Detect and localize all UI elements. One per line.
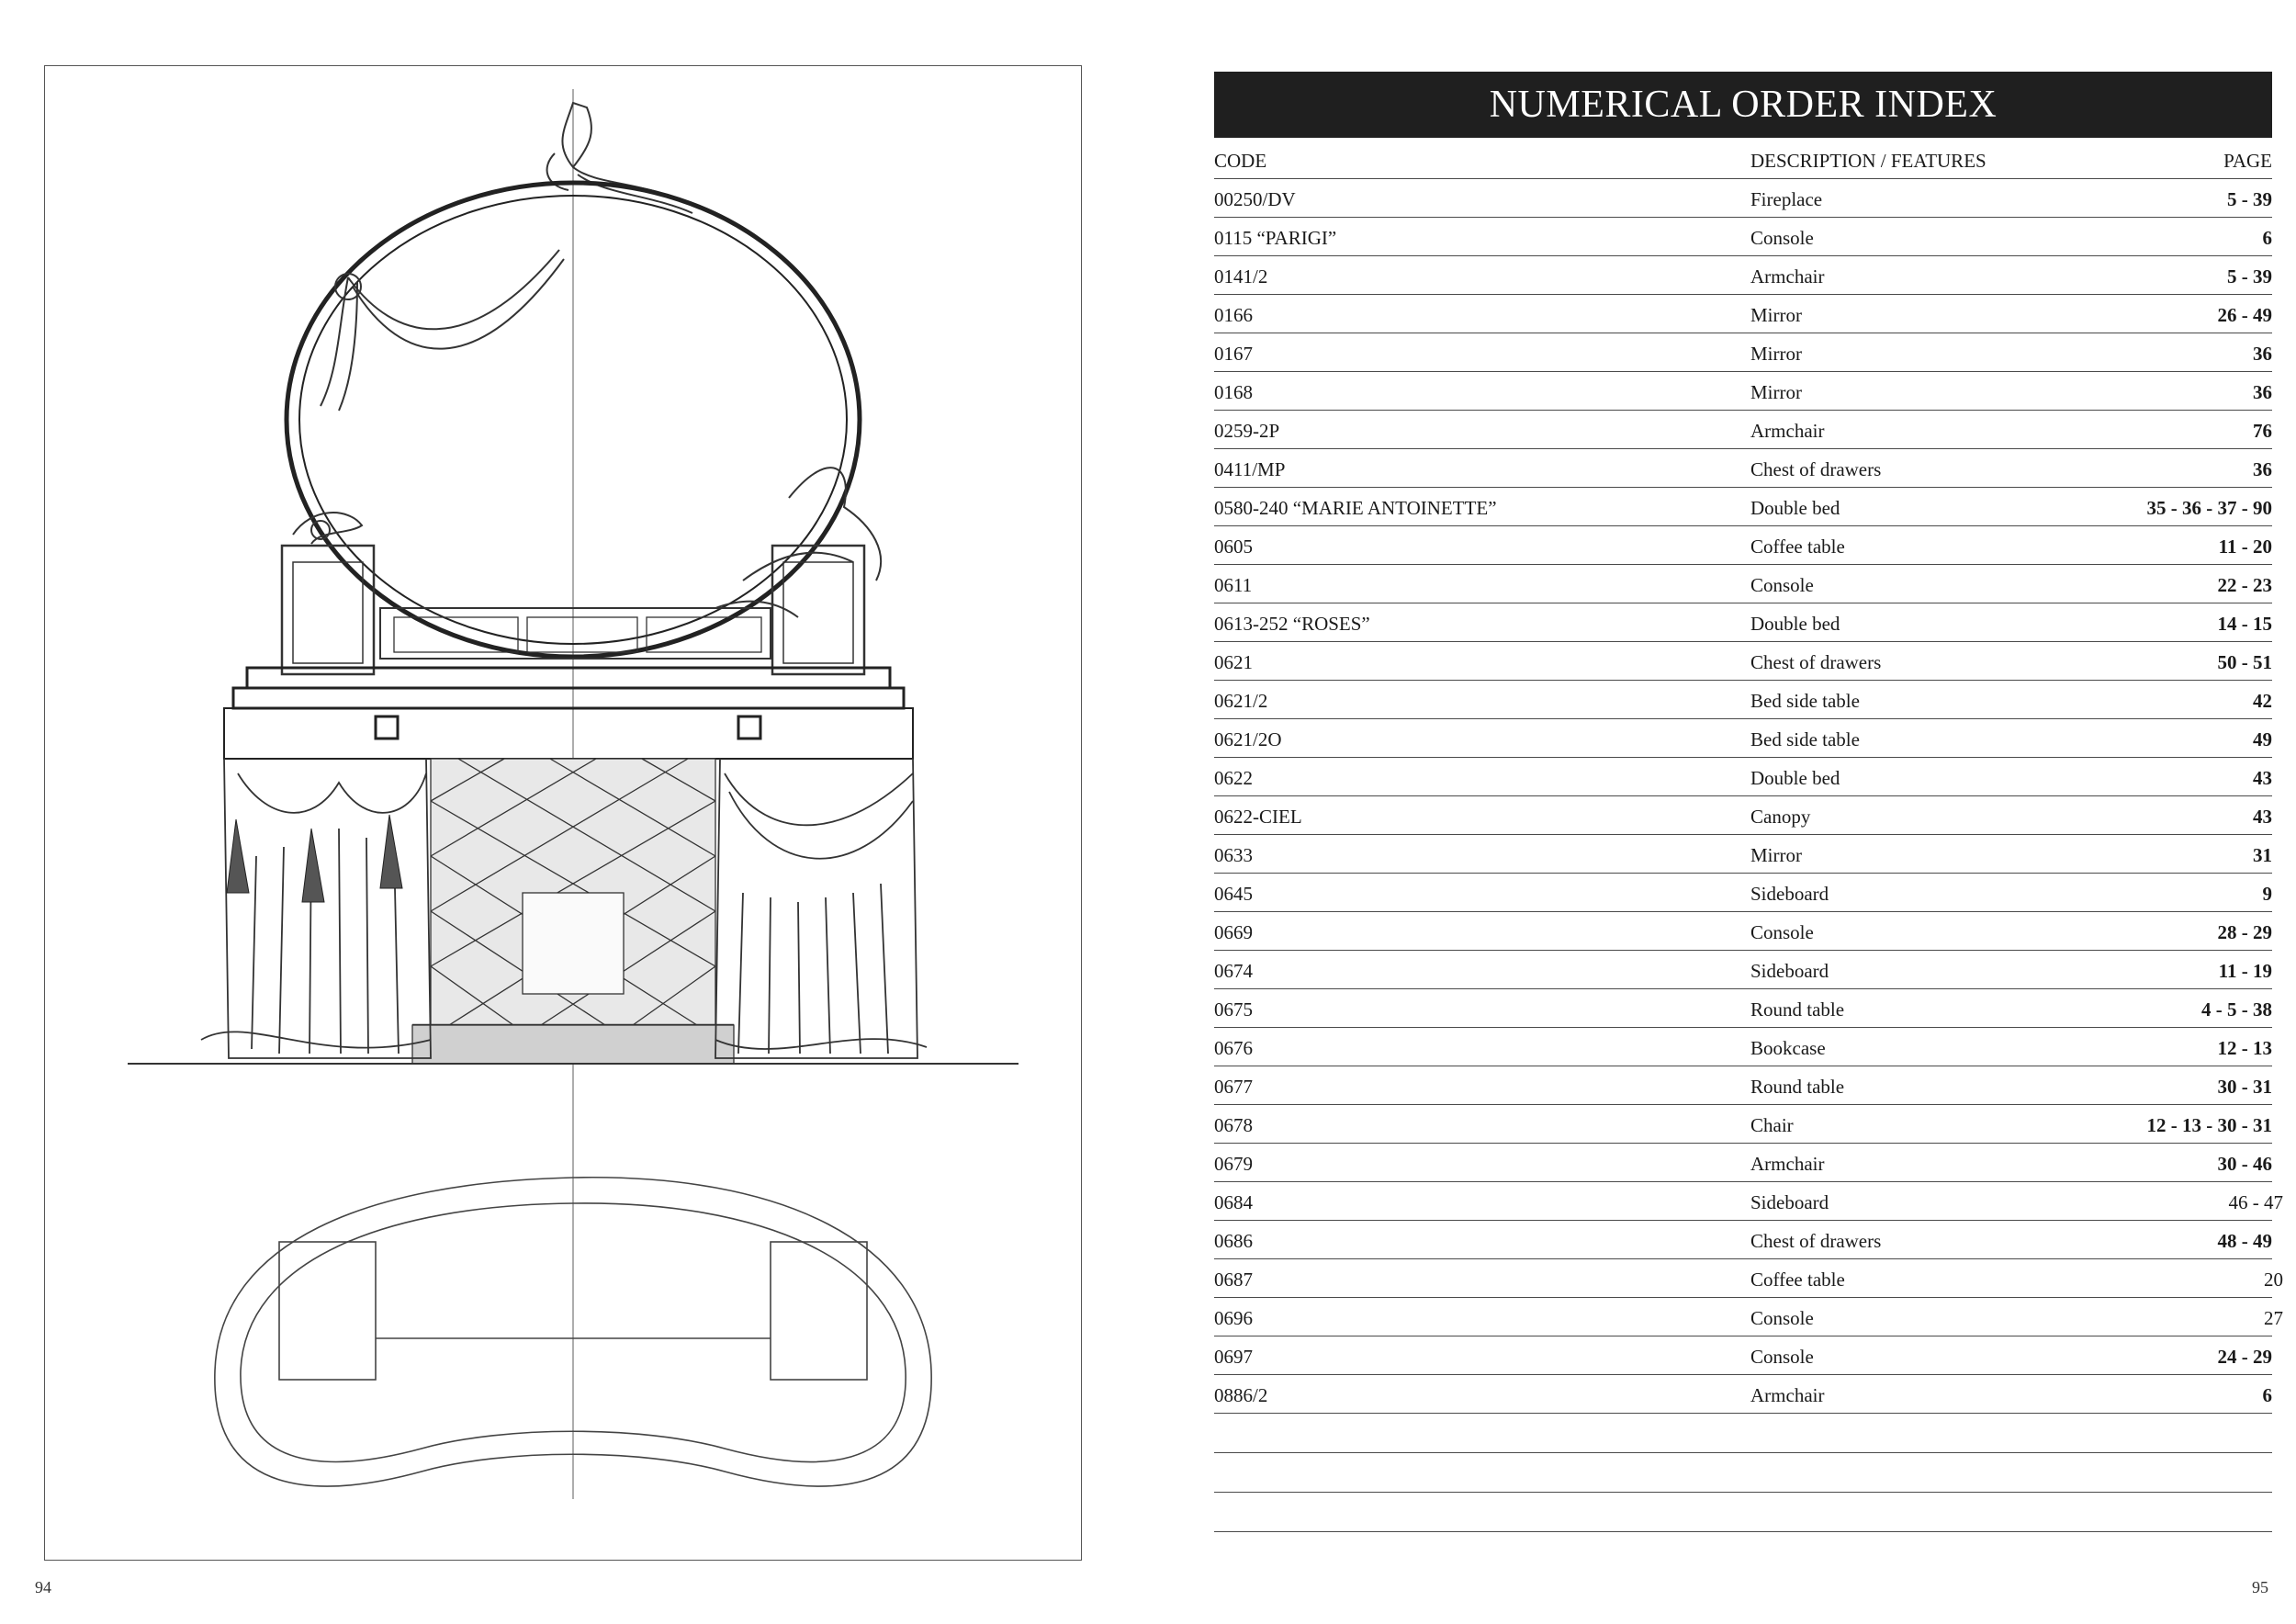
table-top [224,668,913,759]
row-code: 0677 [1214,1076,1253,1098]
row-page: 30 - 46 [2217,1153,2272,1175]
row-page: 27 [2264,1307,2283,1329]
row-page: 48 - 49 [2217,1230,2272,1252]
index-row [1214,1221,2272,1259]
row-page: 42 [2253,690,2272,712]
row-code: 0613-252 “ROSES” [1214,613,1370,635]
index-row [1214,565,2272,603]
index-row [1214,333,2272,372]
row-description: Console [1750,1307,1814,1329]
index-row [1214,642,2272,681]
row-code: 0686 [1214,1230,1253,1252]
row-description: Round table [1750,1076,1845,1098]
row-page: 46 - 47 [2228,1191,2283,1213]
index-row [1214,989,2272,1028]
row-description: Sideboard [1750,883,1829,905]
row-code: 0411/MP [1214,458,1286,480]
row-description: Canopy [1750,806,1811,828]
row-description: Coffee table [1750,536,1845,558]
row-description: Chair [1750,1114,1794,1136]
empty-row [1214,1414,2272,1453]
row-description: Double bed [1750,613,1840,635]
row-description: Bed side table [1750,690,1860,712]
row-code: 0676 [1214,1037,1253,1059]
row-description: Console [1750,227,1814,249]
row-description: Coffee table [1750,1269,1845,1291]
dressing-table-drawing [45,66,1083,1562]
row-description: Mirror [1750,844,1802,866]
row-description: Chest of drawers [1750,458,1882,480]
row-code: 0669 [1214,921,1253,943]
row-page: 26 - 49 [2217,304,2272,326]
index-row [1214,1066,2272,1105]
page-number-right: 95 [2252,1578,2268,1596]
row-code: 0621 [1214,651,1253,673]
index-row [1214,179,2272,218]
index-row [1214,796,2272,835]
row-description: Double bed [1750,767,1840,789]
index-title: NUMERICAL ORDER INDEX [1214,72,2272,138]
tassels [227,815,402,902]
row-code: 0696 [1214,1307,1253,1329]
index-row [1214,449,2272,488]
index-row [1214,681,2272,719]
index-row [1214,1028,2272,1066]
row-description: Console [1750,574,1814,596]
empty-row [1214,1493,2272,1532]
row-page: 35 - 36 - 37 - 90 [2146,497,2272,519]
row-page: 4 - 5 - 38 [2201,998,2272,1021]
row-page: 9 [2262,883,2272,905]
row-code: 0697 [1214,1346,1253,1368]
row-code: 0621/2 [1214,690,1268,712]
row-code: 0167 [1214,343,1253,365]
row-description: Mirror [1750,343,1802,365]
row-code: 00250/DV [1214,188,1296,210]
row-page: 14 - 15 [2217,613,2272,635]
row-page: 6 [2262,227,2272,249]
row-page: 49 [2253,728,2272,750]
row-page: 43 [2253,767,2272,789]
index-row [1214,218,2272,256]
row-page: 28 - 29 [2217,921,2272,943]
index-row [1214,1182,2283,1221]
row-page: 11 - 19 [2218,960,2272,982]
row-code: 0611 [1214,574,1253,596]
index-row [1214,951,2272,989]
row-code: 0674 [1214,960,1253,982]
row-page: 5 - 39 [2227,265,2272,288]
index-row [1214,1144,2272,1182]
row-code: 0166 [1214,304,1253,326]
numerical-order-index [1214,72,2283,1532]
row-code: 0580-240 “MARIE ANTOINETTE” [1214,497,1497,519]
illustration-frame [44,65,1082,1561]
row-page: 5 - 39 [2227,188,2272,210]
row-page: 11 - 20 [2218,536,2272,558]
row-page: 12 - 13 [2217,1037,2272,1059]
row-page: 76 [2253,420,2272,442]
index-rows [1214,179,2283,1414]
index-row [1214,1259,2283,1298]
row-page: 20 [2264,1269,2283,1291]
index-row [1214,874,2272,912]
row-page: 31 [2253,844,2272,866]
header-code: CODE [1214,150,1267,172]
row-description: Sideboard [1750,960,1829,982]
row-code: 0605 [1214,536,1253,558]
row-page: 24 - 29 [2217,1346,2272,1368]
row-page: 12 - 13 - 30 - 31 [2146,1114,2272,1136]
row-page: 22 - 23 [2217,574,2272,596]
row-description: Armchair [1750,1153,1825,1175]
row-code: 0633 [1214,844,1253,866]
index-row [1214,256,2272,295]
empty-row [1214,1453,2272,1493]
row-description: Double bed [1750,497,1840,519]
index-row [1214,1336,2272,1375]
drapery-left [201,759,431,1058]
header-description: DESCRIPTION / FEATURES [1750,150,1986,172]
row-description: Chest of drawers [1750,1230,1882,1252]
mirror-ribbon-right [715,468,881,617]
row-description: Sideboard [1750,1191,1829,1213]
index-row [1214,719,2272,758]
index-row [1214,912,2272,951]
index-row [1214,1298,2283,1336]
row-code: 0622 [1214,767,1253,789]
row-code: 0259-2P [1214,420,1280,442]
row-code: 0679 [1214,1153,1253,1175]
row-description: Round table [1750,998,1845,1021]
index-row [1214,372,2272,411]
row-description: Mirror [1750,304,1802,326]
index-row [1214,411,2272,449]
row-description: Bed side table [1750,728,1860,750]
row-description: Chest of drawers [1750,651,1882,673]
row-code: 0886/2 [1214,1384,1268,1406]
row-code: 0675 [1214,998,1253,1021]
index-row [1214,758,2272,796]
row-description: Armchair [1750,420,1825,442]
index-row [1214,295,2272,333]
row-code: 0621/2O [1214,728,1282,750]
row-page: 36 [2253,381,2272,403]
row-code: 0645 [1214,883,1253,905]
index-row [1214,488,2272,526]
row-description: Armchair [1750,1384,1825,1406]
index-row [1214,1375,2272,1414]
header-page: PAGE [2223,150,2272,172]
row-description: Bookcase [1750,1037,1826,1059]
index-row [1214,603,2272,642]
page-number-left: 94 [35,1578,51,1596]
row-description: Mirror [1750,381,1802,403]
pedestal-left [282,546,374,674]
row-code: 0687 [1214,1269,1253,1291]
row-description: Fireplace [1750,188,1823,210]
row-code: 0622-CIEL [1214,806,1302,828]
index-row [1214,1105,2272,1144]
row-page: 30 - 31 [2217,1076,2272,1098]
index-header-row [1214,138,2272,179]
row-page: 36 [2253,458,2272,480]
mirror-drape-left [321,250,564,411]
row-page: 6 [2262,1384,2272,1406]
row-page: 43 [2253,806,2272,828]
row-page: 36 [2253,343,2272,365]
row-description: Console [1750,921,1814,943]
row-code: 0141/2 [1214,265,1268,288]
row-code: 0684 [1214,1191,1253,1213]
tufted-panel [412,759,734,1064]
index-row [1214,526,2272,565]
drapery-right [715,759,927,1058]
index-row [1214,835,2272,874]
row-description: Armchair [1750,265,1825,288]
row-page: 50 - 51 [2217,651,2272,673]
row-code: 0168 [1214,381,1253,403]
row-code: 0115 “PARIGI” [1214,227,1337,249]
row-description: Console [1750,1346,1814,1368]
row-code: 0678 [1214,1114,1253,1136]
